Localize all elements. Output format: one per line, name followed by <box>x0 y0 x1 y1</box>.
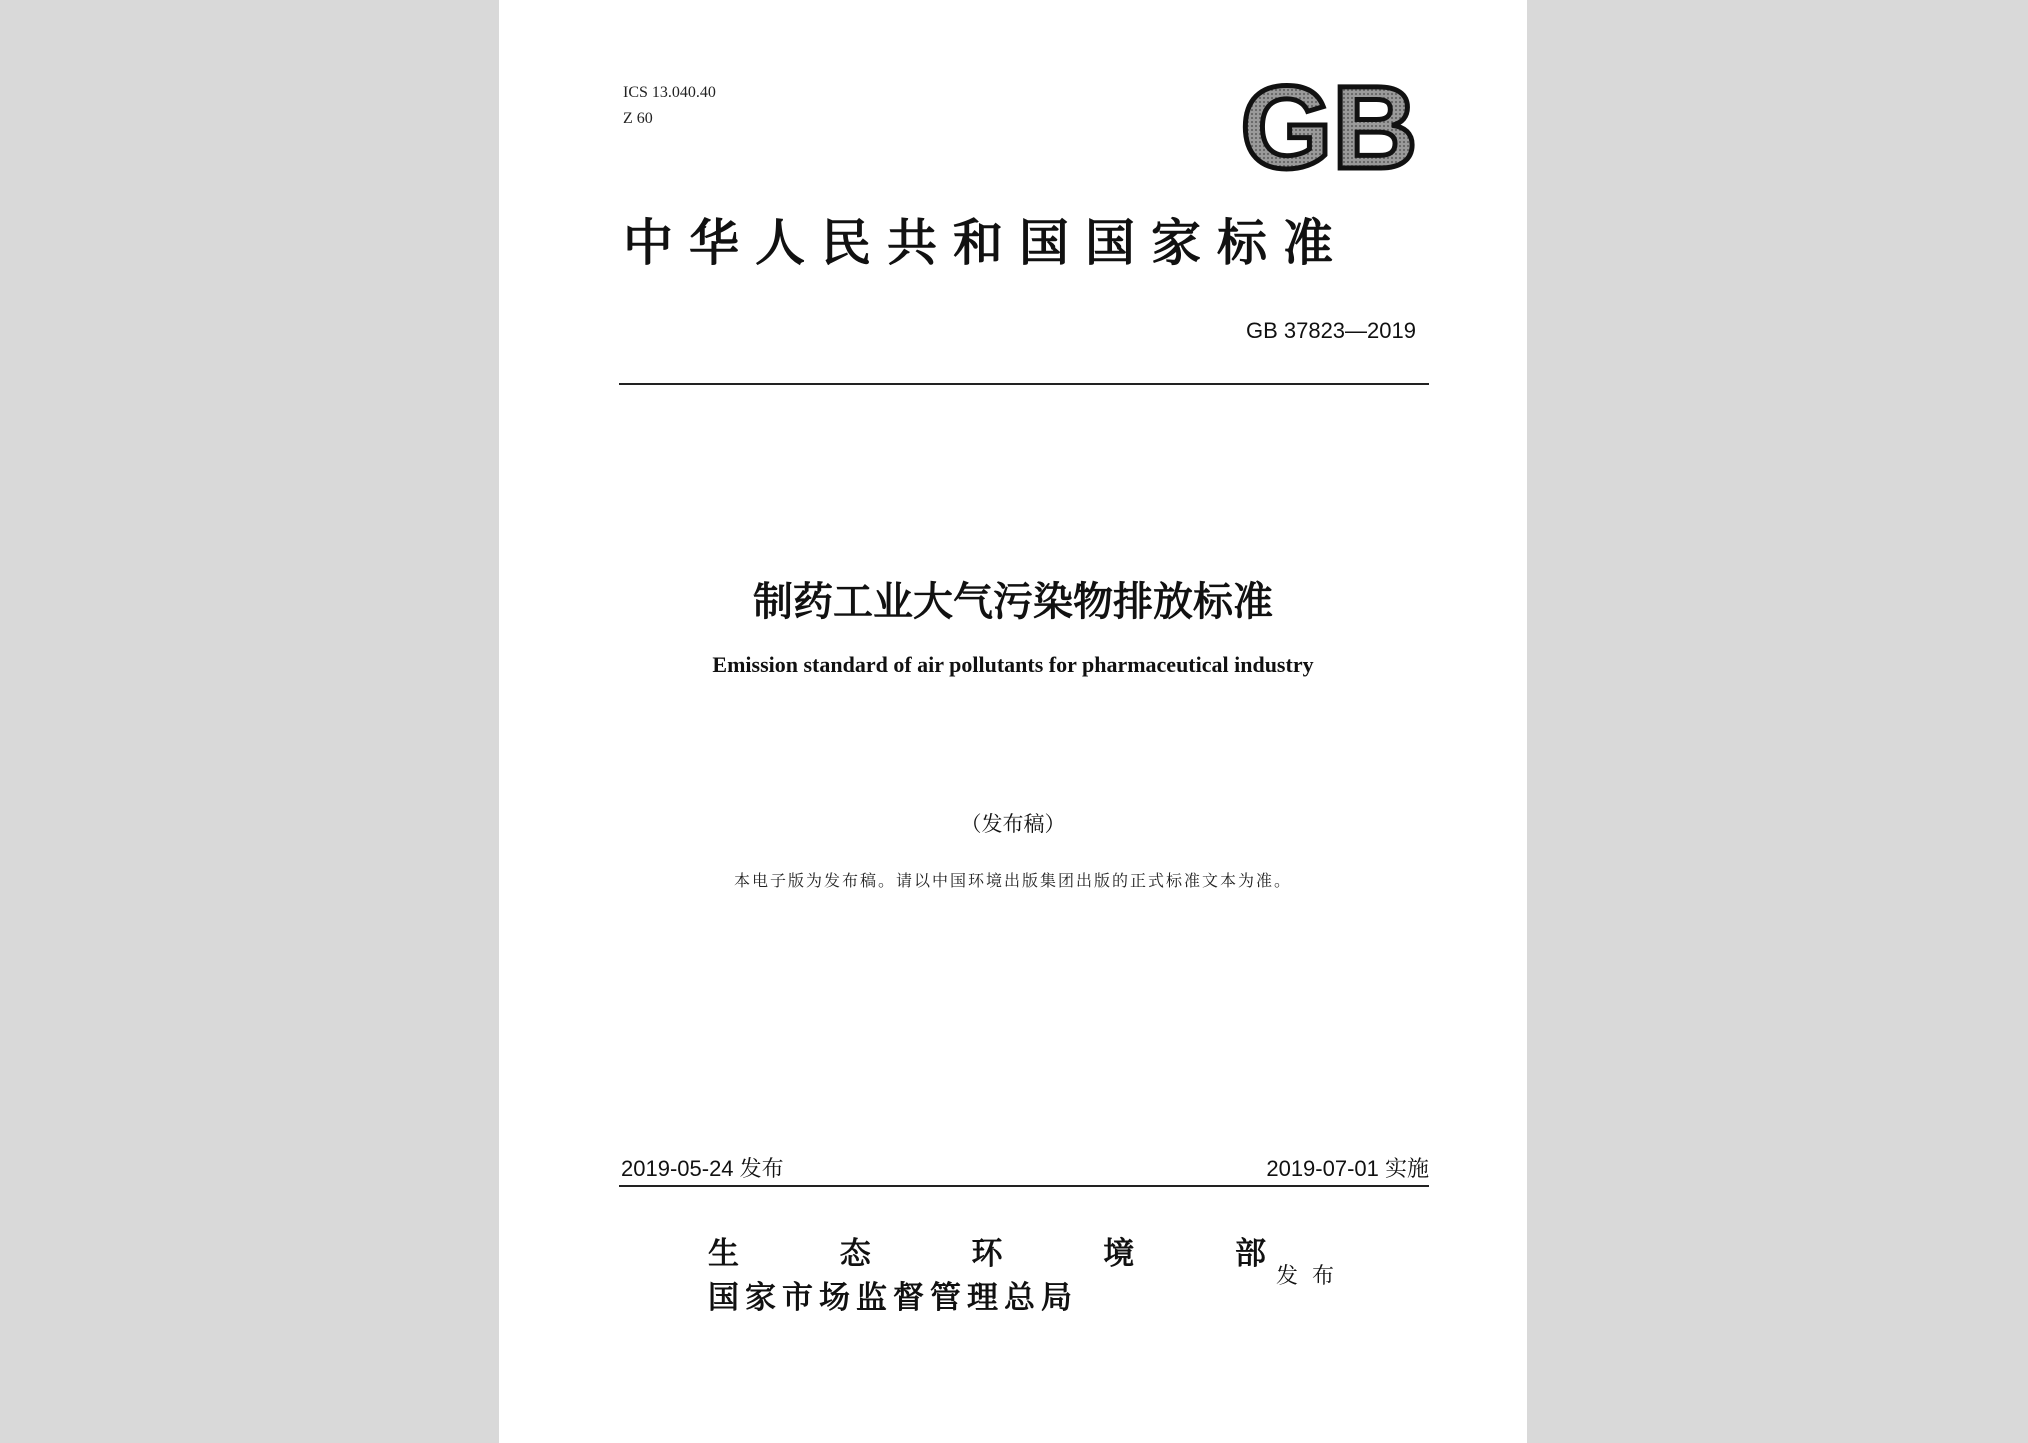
top-divider <box>619 383 1429 385</box>
issuer-ministry-char: 部 <box>1235 1236 1266 1272</box>
classification-codes <box>623 80 716 132</box>
implementation-date: 2019-07-01 实施 <box>1266 1156 1429 1181</box>
document-page <box>499 0 1527 1443</box>
gb-logo <box>1234 72 1424 182</box>
issuer-ministry-char: 态 <box>839 1236 871 1272</box>
gb-logo-text: GB <box>1240 72 1418 182</box>
publish-label: 发布 <box>1276 1264 1349 1289</box>
standard-number: GB 37823—2019 <box>1245 318 1416 343</box>
issuer-ministry <box>708 1228 1266 1273</box>
ics-code: ICS 13.040.40 <box>623 84 716 101</box>
standard-type: 中华人民共和国国家标准 <box>623 213 1349 272</box>
issuer-ministry-char: 生 <box>708 1236 739 1272</box>
draft-label: （发布稿） <box>960 812 1066 836</box>
title-english: Emission standard of air pollutants for pharmaceutical industry <box>712 652 1314 677</box>
issuer-ministry-char: 境 <box>1103 1236 1135 1272</box>
bottom-divider <box>619 1185 1429 1187</box>
title-chinese: 制药工业大气污染物排放标准 <box>753 579 1273 625</box>
ccs-code: Z 60 <box>623 110 653 127</box>
issue-date: 2019-05-24 发布 <box>621 1156 784 1181</box>
issuer-administration: 国家市场监督管理总局 <box>708 1280 1078 1316</box>
draft-note: 本电子版为发布稿。请以中国环境出版集团出版的正式标准文本为准。 <box>733 871 1292 890</box>
issuer-ministry-char: 环 <box>971 1236 1003 1272</box>
